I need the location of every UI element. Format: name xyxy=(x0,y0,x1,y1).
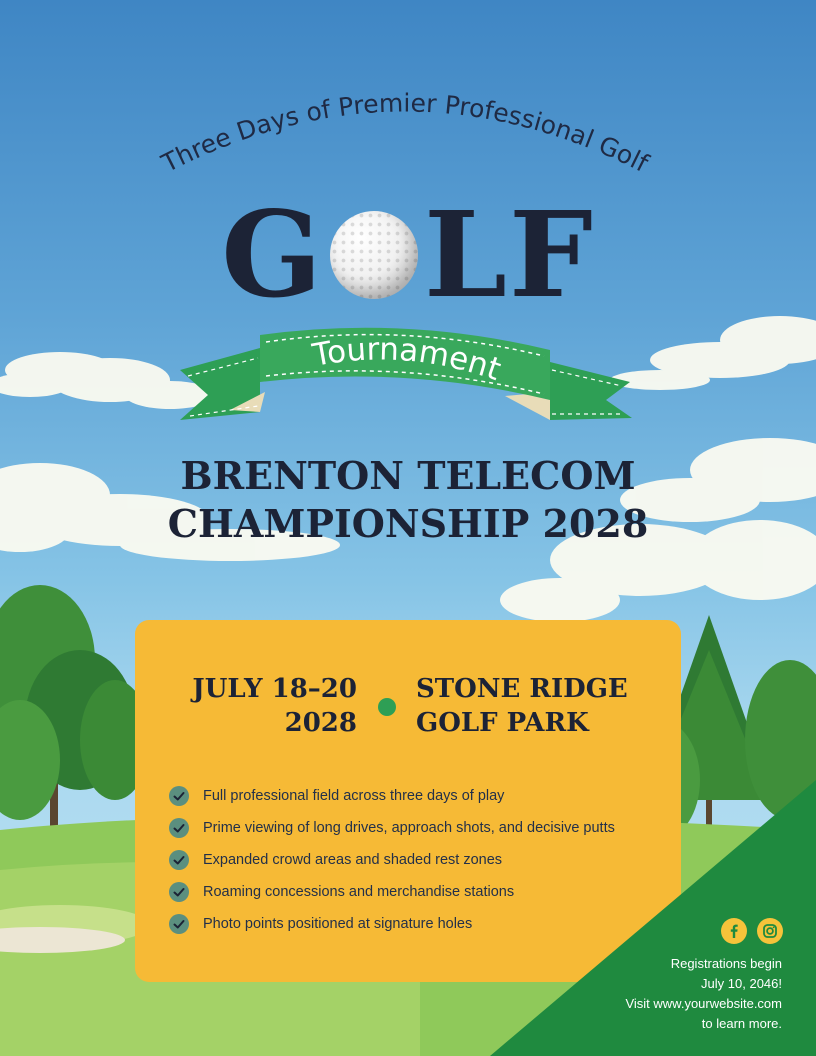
ribbon-text: Tournament xyxy=(309,331,506,389)
registration-line-2: July 10, 2046! xyxy=(701,976,782,991)
date-line-1: JULY 18–20 xyxy=(192,674,357,704)
title-letter-g: G xyxy=(221,185,325,324)
registration-line-3: Visit www.yourwebsite.com xyxy=(625,996,782,1011)
registration-line-1: Registrations begin xyxy=(670,956,782,971)
feature-text: Expanded crowd areas and shaded rest zones xyxy=(203,852,503,868)
feature-text: Full professional field across three days of play xyxy=(203,788,505,804)
registration-line-4: to learn more. xyxy=(701,1016,782,1031)
facebook-icon[interactable] xyxy=(721,918,747,944)
event-name-line-2: CHAMPIONSHIP 2028 xyxy=(167,501,649,546)
instagram-icon[interactable] xyxy=(757,918,783,944)
tagline-text: Three Days of Premier Professional Golf xyxy=(157,88,653,178)
registration-info xyxy=(560,954,782,1034)
date-line-2: 2028 xyxy=(284,708,357,738)
feature-text: Prime viewing of long drives, approach shots, and decisive putts xyxy=(203,820,615,836)
event-name-line-1: BRENTON TELECOM xyxy=(180,453,636,498)
title-letters-lf: LF xyxy=(424,185,595,324)
venue-line-1: STONE RIDGE xyxy=(416,674,628,704)
venue-line-2: GOLF PARK xyxy=(416,708,589,738)
feature-text: Photo points positioned at signature holes xyxy=(203,916,473,932)
feature-text: Roaming concessions and merchandise stations xyxy=(203,884,515,900)
